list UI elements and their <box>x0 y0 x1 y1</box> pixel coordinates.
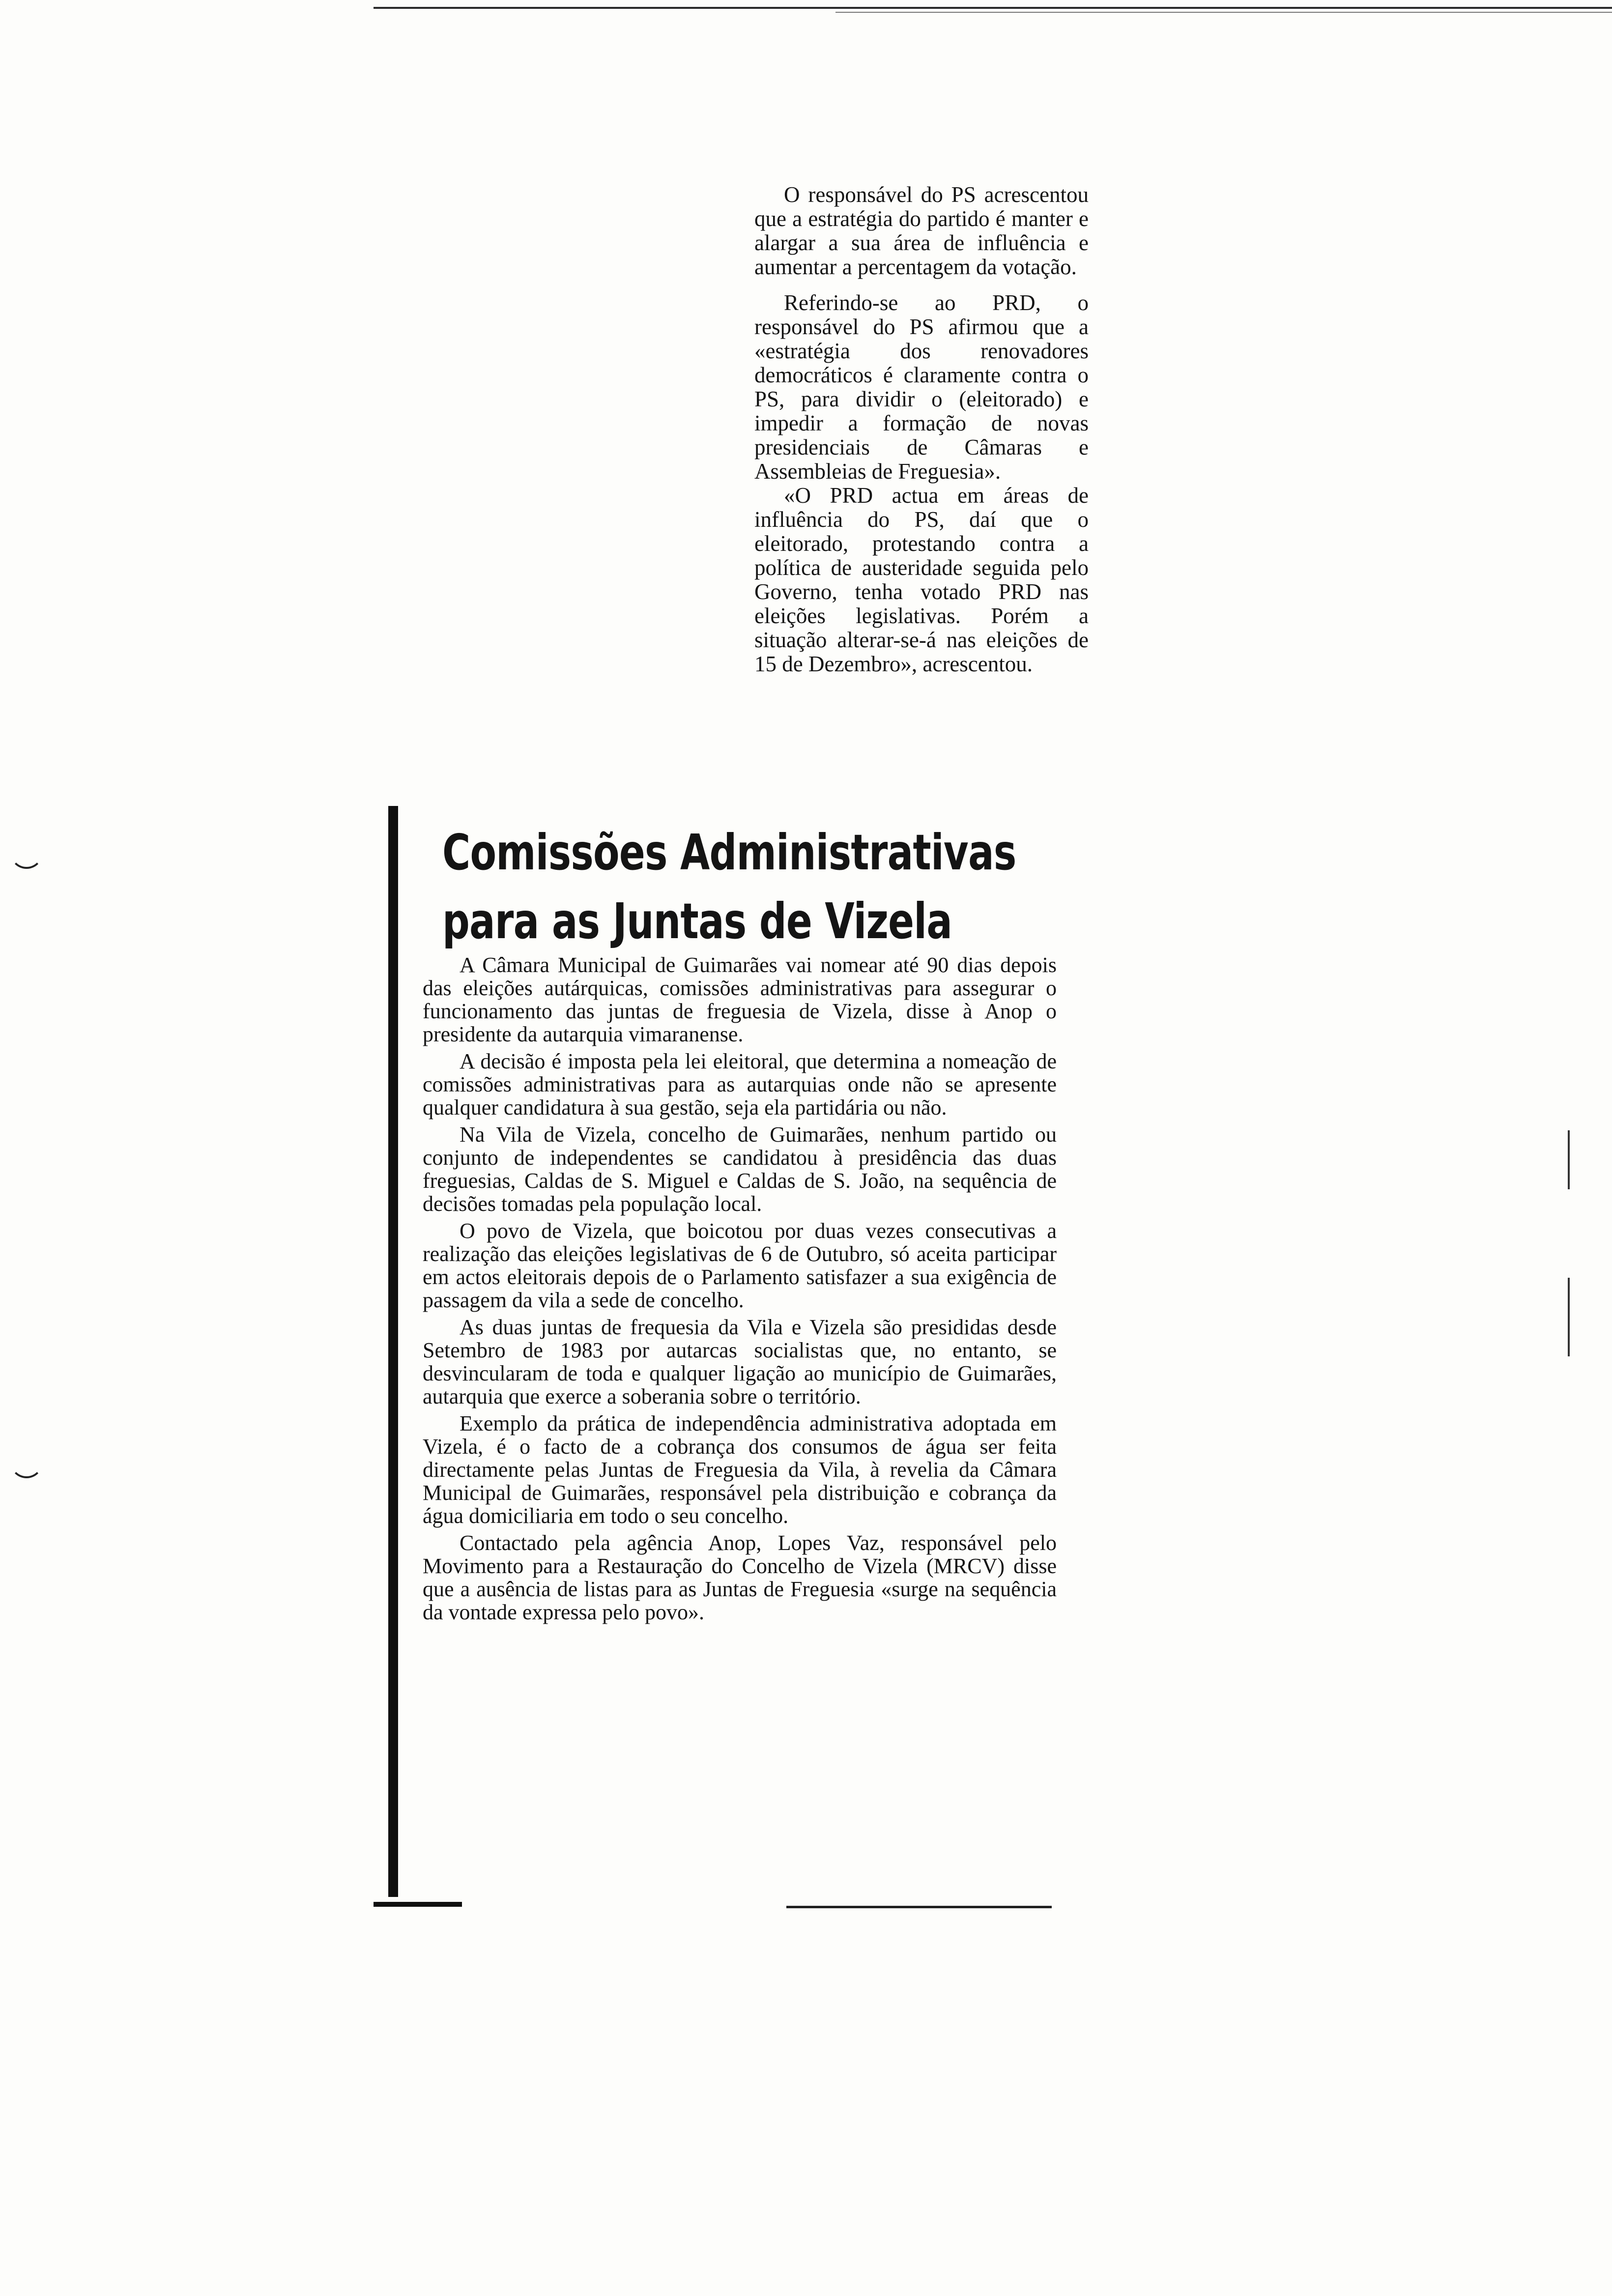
article-paragraph: Na Vila de Vizela, concelho de Guimarães, nenhum partido ou conjunto de independentes se candidatou à presidência das duas freguesias, Caldas de S. Miguel e Caldas de S. João, na sequência de decisões tomadas pela população local. <box>423 1122 1057 1216</box>
scan-margin-mark <box>10 1445 43 1478</box>
scan-edge-mark <box>1568 1278 1570 1356</box>
article-side-bar <box>388 806 398 1897</box>
upper-paragraph: O responsável do PS acrescentou que a estratégia do partido é manter e alargar a sua área de influência e aumentar a percentagem da votação. <box>754 182 1089 279</box>
bottom-rule-left <box>374 1902 462 1907</box>
top-border-rule-thin <box>835 12 1612 13</box>
headline-line-2: para as Juntas de Vizela <box>442 892 952 950</box>
scan-margin-mark <box>10 835 43 869</box>
article-paragraph: Exemplo da prática de independência administrativa adoptada em Vizela, é o facto de a cobrança dos consumos de água ser feita directamente pelas Juntas de Freguesia da Vila, à revelia da Câmara Municipal de Guimarães, responsável pela distribuição e cobrança da água domiciliaria em todo o seu concelho. <box>423 1411 1057 1528</box>
article-paragraph: A decisão é imposta pela lei eleitoral, que determina a nomeação de comissões administrativas para as autarquias onde não se apresente qualquer candidatura à sua gestão, seja ela partidária ou não. <box>423 1049 1057 1119</box>
upper-text-column <box>754 183 1089 688</box>
article-paragraph: Contactado pela agência Anop, Lopes Vaz, responsável pelo Movimento para a Restauração do Concelho de Vizela (MRCV) disse que a ausência de listas para as Juntas de Freguesia «surge na sequência da vontade expressa pelo povo». <box>423 1531 1057 1624</box>
article-paragraph: As duas juntas de frequesia da Vila e Vizela são presididas desde Setembro de 1983 por autarcas socialistas que, no entanto, se desvincularam de toda e qualquer ligação ao município de Guimarães, autarquia que exerce a soberania sobre o território. <box>423 1315 1057 1408</box>
article-paragraph: A Câmara Municipal de Guimarães vai nomear até 90 dias depois das eleições autárquicas, comissões administrativas para assegurar o funcionamento das juntas de freguesia de Vizela, disse à Anop o presidente da autarquia vimaranense. <box>423 953 1057 1046</box>
headline-line-1: Comissões Administrativas <box>442 824 1016 881</box>
article-body <box>423 953 1057 1628</box>
article-headline <box>442 818 1016 956</box>
upper-paragraph: Referindo-se ao PRD, o responsável do PS afirmou que a «estratégia dos renovadores democráticos é claramente contra o PS, para dividir o (eleitorado) e impedir a formação de novas presidenciais de Câmaras e Assembleias de Freguesia». <box>754 290 1089 484</box>
article-paragraph: O povo de Vizela, que boicotou por duas vezes consecutivas a realização das eleições legislativas de 6 de Outubro, só aceita participar em actos eleitorais depois de o Parlamento satisfazer a sua exigência de passagem da vila a sede de concelho. <box>423 1219 1057 1312</box>
upper-paragraph: «O PRD actua em áreas de influência do PS, daí que o eleitorado, protestando contra a política de austeridade seguida pelo Governo, tenha votado PRD nas eleições legislativas. Porém a situação alterar-se-á nas eleições de 15 de Dezembro», acrescentou. <box>754 483 1089 676</box>
bottom-rule-right <box>786 1906 1052 1908</box>
top-border-rule <box>374 7 1612 9</box>
scan-edge-mark <box>1568 1130 1570 1189</box>
